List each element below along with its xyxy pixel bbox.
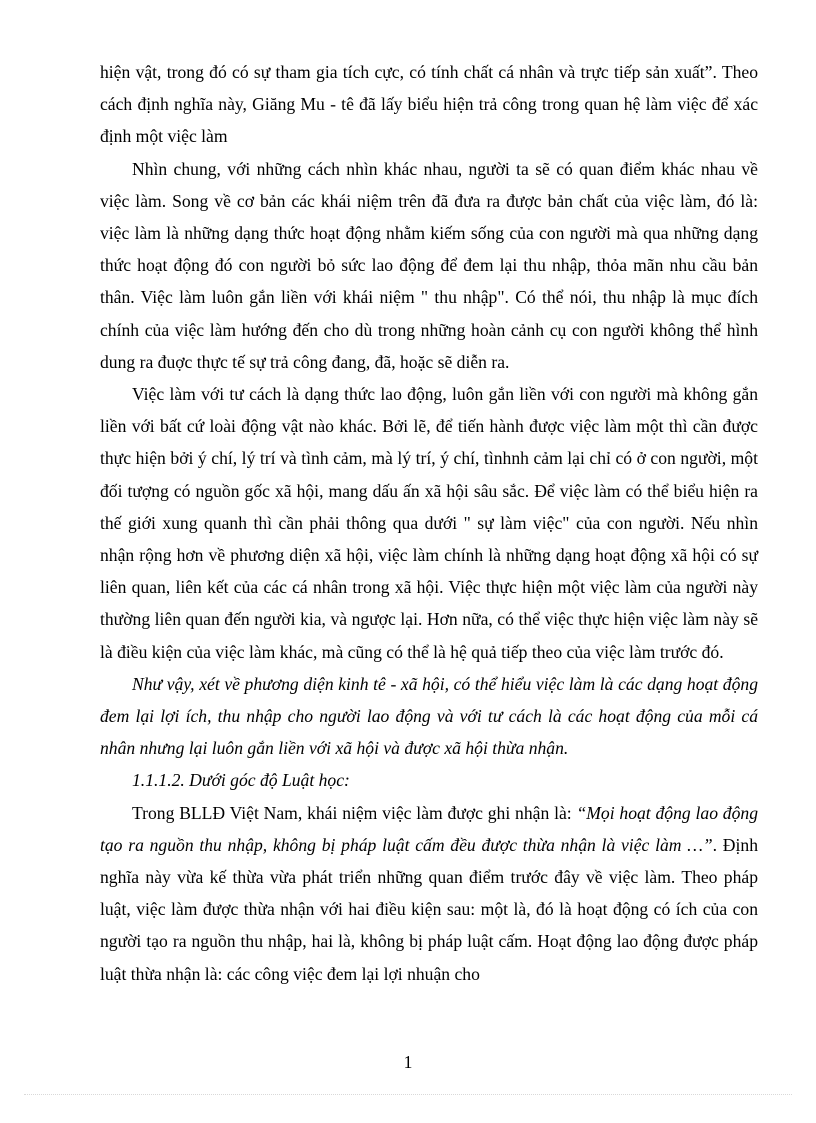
paragraph-general-view: Nhìn chung, với những cách nhìn khác nhau, người ta sẽ có quan điểm khác nhau về việc làm. Song về cơ bản các khái niệm trên đã đưa ra được bản chất của việc làm, đó là: việc làm là những dạng thức hoạt động nhằm kiếm sống của con người mà qua những dạng thức hoạt động đó con người bỏ sức lao động để đem lại thu nhập, thỏa mãn nhu cầu bản thân. Việc làm luôn gắn liền với khái niệm " thu nhập". Có thể nói, thu nhập là mục đích chính của việc làm hướng đến cho dù trong những hoàn cảnh cụ con người không thể hình dung ra đuợc thực tế sự trả công đang, đã, hoặc sẽ diễn ra. <box>100 158 758 372</box>
paragraph-labor-code <box>100 797 758 990</box>
page-number: 1 <box>403 1052 413 1072</box>
labor-code-quote: “Mọi hoạt động lao động tạo ra nguồn thu nhập, không bị pháp luật cấm đều được thừa nhận là việc làm …” <box>100 802 758 855</box>
section-heading-legal-perspective: 1.1.1.2. Dưới góc độ Luật học: <box>132 770 350 791</box>
paragraph-continuation: hiện vật, trong đó có sự tham gia tích cực, có tính chất cá nhân và trực tiếp sản xuất”. Theo cách định nghĩa này, Giăng Mu - tê đã lấy biểu hiện trả công trong quan hệ làm việc để xác định một việc làm <box>100 62 758 147</box>
paragraph-labor-form: Việc làm với tư cách là dạng thức lao động, luôn gắn liền với con người mà không gắn liền với bất cứ loài động vật nào khác. Bởi lẽ, để tiến hành được việc làm một thì cần được thực hiện bởi ý chí, lý trí và tình cảm, mà lý trí, ý chí, tìnhnh cảm lại chỉ có ở con người, một đối tượng có nguồn gốc xã hội, mang dấu ấn xã hội sâu sắc. Để việc làm có thể biểu hiện ra thế giới xung quanh thì cần phải thông qua dưới " sự làm việc" của con người. Nếu nhìn nhận rộng hơn về phương diện xã hội, việc làm chính là những dạng hoạt động xã hội có sự liên quan, liên kết của các cá nhân trong xã hội. Việc thực hiện một việc làm của người này thường liên quan đến người kia, và ngược lại. Hơn nữa, có thể việc thực hiện việc làm này sẽ là điều kiện của việc làm khác, mà cũng có thể là hệ quả tiếp theo của việc làm trước đó. <box>100 384 758 662</box>
document-body <box>100 56 758 990</box>
labor-code-rest: . Định nghĩa này vừa kế thừa vừa phát triển những quan điểm trước đây về việc làm. Theo pháp luật, việc làm được thừa nhận với hai điều kiện sau: một là, đó là hoạt động có ích của con người tạo ra nguồn thu nhập, hai là, không bị pháp luật cấm. Hoạt động lao động được pháp luật thừa nhận là: các công việc đem lại lợi nhuận cho <box>100 834 758 984</box>
labor-code-intro: Trong BLLĐ Việt Nam, khái niệm việc làm được ghi nhận là: <box>132 802 577 823</box>
paragraph-economic-social-conclusion: Như vậy, xét về phương diện kinh tê - xã hội, có thể hiểu việc làm là các dạng hoạt động đem lại lợi ích, thu nhập cho người lao động và với tư cách là các hoạt động của mỗi cá nhân nhưng lại luôn gắn liền với xã hội và được xã hội thừa nhận. <box>100 673 758 759</box>
page-bottom-divider <box>24 1094 792 1095</box>
